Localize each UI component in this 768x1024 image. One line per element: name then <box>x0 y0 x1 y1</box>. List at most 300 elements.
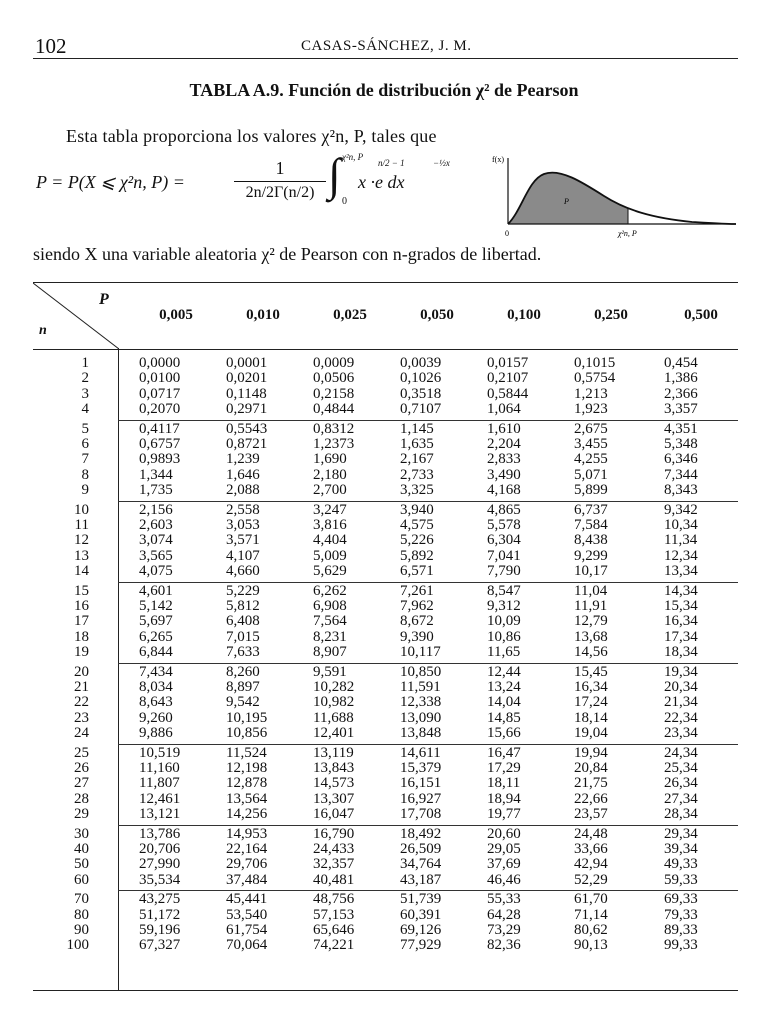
cell: 69,33 <box>664 891 698 908</box>
cell: 17,29 <box>487 759 521 776</box>
cell: 0,0001 <box>226 355 268 371</box>
page-number: 102 <box>35 34 67 58</box>
cell: 2,180 <box>313 466 347 483</box>
cell: 4,351 <box>664 420 698 437</box>
row-n: 60 <box>74 871 89 888</box>
cell: 22,164 <box>226 840 268 857</box>
cell: 10,519 <box>139 744 181 761</box>
cell: 26,34 <box>664 775 698 792</box>
row-n: 80 <box>74 906 89 923</box>
cell: 0,5844 <box>487 385 529 402</box>
cell: 3,357 <box>664 401 698 418</box>
cell: 10,117 <box>400 644 441 661</box>
cell: 0,0039 <box>400 355 442 371</box>
cell: 4,575 <box>400 516 434 533</box>
table-row <box>33 695 738 710</box>
column-header-6: 0,500 <box>684 307 718 323</box>
row-n: 12 <box>74 532 89 549</box>
cell: 0,0000 <box>139 355 181 371</box>
table-row <box>33 356 738 371</box>
cell: 12,44 <box>487 663 521 680</box>
cell: 10,17 <box>574 563 608 580</box>
cell: 29,05 <box>487 840 521 857</box>
table-row <box>33 483 738 498</box>
table-row <box>33 761 738 776</box>
cell: 5,899 <box>574 482 608 499</box>
cell: 3,325 <box>400 482 434 499</box>
cell: 4,404 <box>313 532 347 549</box>
cell: 18,492 <box>400 825 442 842</box>
cell: 0,0100 <box>139 370 181 387</box>
cell: 6,304 <box>487 532 521 549</box>
integral-lower-limit: 0 <box>342 196 347 207</box>
cell: 5,892 <box>400 547 434 564</box>
cell: 4,168 <box>487 482 521 499</box>
cell: 2,558 <box>226 501 260 518</box>
x-mark-label: χ²n, P <box>618 229 637 238</box>
table-row <box>33 564 738 579</box>
cell: 52,29 <box>574 871 608 888</box>
cell: 13,121 <box>139 806 181 823</box>
header-p-label: P <box>99 291 109 308</box>
row-n: 9 <box>81 482 89 499</box>
cell: 7,434 <box>139 663 173 680</box>
row-n: 6 <box>81 435 89 452</box>
table-row <box>33 746 738 761</box>
row-n: 10 <box>74 501 89 518</box>
cell: 79,33 <box>664 906 698 923</box>
cell: 64,28 <box>487 906 521 923</box>
cell: 10,09 <box>487 613 521 630</box>
column-header-5: 0,250 <box>594 307 628 323</box>
cell: 10,34 <box>664 516 698 533</box>
row-n: 70 <box>74 891 89 908</box>
cell: 0,0201 <box>226 370 268 387</box>
cell: 59,33 <box>664 871 698 888</box>
cell: 1,923 <box>574 401 608 418</box>
cell: 51,739 <box>400 891 442 908</box>
formula-integrand: x ·e dx <box>358 172 405 192</box>
cell: 8,897 <box>226 678 260 695</box>
cell: 0,0506 <box>313 370 355 387</box>
cell: 16,790 <box>313 825 355 842</box>
fraction-bar <box>234 181 326 182</box>
cell: 10,982 <box>313 694 355 711</box>
cell: 28,34 <box>664 806 698 823</box>
cell: 1,239 <box>226 451 260 468</box>
cell: 2,156 <box>139 501 173 518</box>
cell: 13,34 <box>664 563 698 580</box>
cell: 11,591 <box>400 678 441 695</box>
cell: 11,688 <box>313 709 354 726</box>
cell: 1,610 <box>487 420 521 437</box>
cell: 24,34 <box>664 744 698 761</box>
cell: 13,68 <box>574 628 608 645</box>
cell: 74,221 <box>313 937 355 954</box>
row-n: 30 <box>74 825 89 842</box>
origin-label: 0 <box>505 229 509 238</box>
cell: 24,433 <box>313 840 355 857</box>
cell: 8,672 <box>400 613 434 630</box>
formula-lhs: P = P(X ⩽ χ²n, P) = <box>36 172 185 192</box>
cell: 70,064 <box>226 937 268 954</box>
header-n-label: n <box>39 323 47 338</box>
cell: 9,312 <box>487 597 521 614</box>
cell: 20,84 <box>574 759 608 776</box>
cell: 1,344 <box>139 466 173 483</box>
cell: 13,090 <box>400 709 442 726</box>
cell: 9,390 <box>400 628 434 645</box>
cell: 51,172 <box>139 906 181 923</box>
column-header-0: 0,005 <box>159 307 193 323</box>
cell: 7,041 <box>487 547 521 564</box>
table-row <box>33 873 738 888</box>
cell: 15,34 <box>664 597 698 614</box>
cell: 7,962 <box>400 597 434 614</box>
cell: 6,262 <box>313 582 347 599</box>
table-row <box>33 468 738 483</box>
cell: 5,578 <box>487 516 521 533</box>
formula-numerator: 1 <box>275 158 285 178</box>
table-row <box>33 387 738 402</box>
row-n: 26 <box>74 759 89 776</box>
cell: 49,33 <box>664 856 698 873</box>
cell: 24,48 <box>574 825 608 842</box>
cell: 5,348 <box>664 435 698 452</box>
cell: 1,635 <box>400 435 434 452</box>
cell: 2,700 <box>313 482 347 499</box>
cell: 0,0157 <box>487 355 529 371</box>
cell: 0,0717 <box>139 385 181 402</box>
cell: 17,34 <box>664 628 698 645</box>
cell: 7,633 <box>226 644 260 661</box>
cell: 3,565 <box>139 547 173 564</box>
cell: 7,261 <box>400 582 434 599</box>
cell: 2,675 <box>574 420 608 437</box>
row-n: 24 <box>74 725 89 742</box>
cell: 15,379 <box>400 759 442 776</box>
row-n: 40 <box>74 840 89 857</box>
cell: 3,247 <box>313 501 347 518</box>
cell: 35,534 <box>139 871 181 888</box>
row-n: 19 <box>74 644 89 661</box>
formula-denominator: 2n/2Γ(n/2) <box>245 184 315 201</box>
cell: 6,408 <box>226 613 260 630</box>
cell: 42,94 <box>574 856 608 873</box>
cell: 5,229 <box>226 582 260 599</box>
cell: 0,1148 <box>226 385 267 402</box>
cell: 3,571 <box>226 532 260 549</box>
chi-square-density-curve <box>492 150 738 240</box>
cell: 4,107 <box>226 547 260 564</box>
cell: 12,338 <box>400 694 442 711</box>
table-row <box>33 584 738 599</box>
cell: 73,29 <box>487 921 521 938</box>
table-title: TABLA A.9. Función de distribución χ² de Pearson <box>189 80 579 100</box>
table-row <box>33 549 738 564</box>
table-row <box>33 518 738 533</box>
table-bottom-rule <box>33 990 738 991</box>
cell: 6,908 <box>313 597 347 614</box>
table-row <box>33 908 738 923</box>
cell: 1,064 <box>487 401 521 418</box>
row-n: 22 <box>74 694 89 711</box>
table-row <box>33 711 738 726</box>
cell: 8,907 <box>313 644 347 661</box>
cell: 11,160 <box>139 759 180 776</box>
table-row <box>33 842 738 857</box>
cell: 7,564 <box>313 613 347 630</box>
cell: 19,04 <box>574 725 608 742</box>
cell: 16,34 <box>574 678 608 695</box>
cell: 14,85 <box>487 709 521 726</box>
row-n: 50 <box>74 856 89 873</box>
cell: 6,346 <box>664 451 698 468</box>
cell: 18,34 <box>664 644 698 661</box>
cell: 2,088 <box>226 482 260 499</box>
table-row <box>33 503 738 518</box>
cell: 9,260 <box>139 709 173 726</box>
cell: 2,366 <box>664 385 698 402</box>
cell: 2,603 <box>139 516 173 533</box>
cell: 80,62 <box>574 921 608 938</box>
cell: 65,646 <box>313 921 355 938</box>
cell: 3,053 <box>226 516 260 533</box>
table-row <box>33 533 738 548</box>
cell: 0,4844 <box>313 401 355 418</box>
column-header-2: 0,025 <box>333 307 367 323</box>
cell: 23,34 <box>664 725 698 742</box>
cell: 19,34 <box>664 663 698 680</box>
table-row <box>33 452 738 467</box>
row-n: 28 <box>74 790 89 807</box>
cell: 59,196 <box>139 921 181 938</box>
intro-text: Esta tabla proporciona los valores χ²n, P, tales que <box>66 126 437 146</box>
table-row <box>33 857 738 872</box>
column-header-4: 0,100 <box>507 307 541 323</box>
row-n: 20 <box>74 663 89 680</box>
cell: 20,706 <box>139 840 181 857</box>
cell: 13,564 <box>226 790 268 807</box>
cell: 5,142 <box>139 597 173 614</box>
cell: 14,573 <box>313 775 355 792</box>
row-n: 29 <box>74 806 89 823</box>
cell: 4,075 <box>139 563 173 580</box>
cell: 29,706 <box>226 856 268 873</box>
cell: 0,2971 <box>226 401 268 418</box>
cell: 61,70 <box>574 891 608 908</box>
cell: 13,786 <box>139 825 181 842</box>
cell: 6,571 <box>400 563 434 580</box>
cell: 37,484 <box>226 871 268 888</box>
cell: 13,848 <box>400 725 442 742</box>
row-n: 7 <box>81 451 89 468</box>
cell: 45,441 <box>226 891 268 908</box>
cell: 7,344 <box>664 466 698 483</box>
table-row <box>33 599 738 614</box>
cell: 29,34 <box>664 825 698 842</box>
cell: 13,119 <box>313 744 354 761</box>
row-n: 5 <box>81 420 89 437</box>
cell: 33,66 <box>574 840 608 857</box>
cell: 13,843 <box>313 759 355 776</box>
cell: 0,8312 <box>313 420 355 437</box>
cell: 12,34 <box>664 547 698 564</box>
row-n: 18 <box>74 628 89 645</box>
cell: 5,812 <box>226 597 260 614</box>
cell: 69,126 <box>400 921 442 938</box>
cell: 18,14 <box>574 709 608 726</box>
cell: 14,953 <box>226 825 268 842</box>
table-row <box>33 892 738 907</box>
cell: 16,47 <box>487 744 521 761</box>
cell: 43,275 <box>139 891 181 908</box>
row-n: 15 <box>74 582 89 599</box>
cell: 48,756 <box>313 891 355 908</box>
cell: 14,34 <box>664 582 698 599</box>
exp-exponent: −½x <box>433 158 450 168</box>
row-n: 2 <box>81 370 89 387</box>
cell: 7,584 <box>574 516 608 533</box>
cell: 16,151 <box>400 775 442 792</box>
cell: 9,299 <box>574 547 608 564</box>
cell: 0,3518 <box>400 385 442 402</box>
row-n: 14 <box>74 563 89 580</box>
column-header-1: 0,010 <box>246 307 280 323</box>
integral-upper-limit: χ²n, P <box>342 152 364 162</box>
cell: 67,327 <box>139 937 181 954</box>
table-row <box>33 422 738 437</box>
row-n: 100 <box>66 937 89 954</box>
y-axis-label: f(x) <box>492 155 504 164</box>
column-header-3: 0,050 <box>420 307 454 323</box>
table-row <box>33 402 738 417</box>
row-n: 17 <box>74 613 89 630</box>
cell: 17,708 <box>400 806 442 823</box>
cell: 1,690 <box>313 451 347 468</box>
row-n: 90 <box>74 921 89 938</box>
row-n: 23 <box>74 709 89 726</box>
cell: 22,66 <box>574 790 608 807</box>
cell: 16,047 <box>313 806 355 823</box>
cell: 16,34 <box>664 613 698 630</box>
cell: 2,733 <box>400 466 434 483</box>
cell: 3,940 <box>400 501 434 518</box>
cell: 8,438 <box>574 532 608 549</box>
cell: 21,75 <box>574 775 608 792</box>
row-n: 27 <box>74 775 89 792</box>
cell: 40,481 <box>313 871 355 888</box>
cell: 11,65 <box>487 644 521 661</box>
cell: 6,844 <box>139 644 173 661</box>
table-row <box>33 371 738 386</box>
cell: 6,265 <box>139 628 173 645</box>
cell: 3,490 <box>487 466 521 483</box>
cell: 23,57 <box>574 806 608 823</box>
row-n: 4 <box>81 401 89 418</box>
cell: 3,074 <box>139 532 173 549</box>
row-n: 16 <box>74 597 89 614</box>
cell: 4,255 <box>574 451 608 468</box>
table-row <box>33 645 738 660</box>
cell: 15,45 <box>574 663 608 680</box>
cell: 3,455 <box>574 435 608 452</box>
table-row <box>33 776 738 791</box>
cell: 5,226 <box>400 532 434 549</box>
cell: 11,91 <box>574 597 608 614</box>
cell: 8,343 <box>664 482 698 499</box>
cell: 25,34 <box>664 759 698 776</box>
cell: 11,34 <box>664 532 698 549</box>
cell: 17,24 <box>574 694 608 711</box>
cell: 10,856 <box>226 725 268 742</box>
cell: 3,816 <box>313 516 347 533</box>
formula-fraction <box>234 158 326 202</box>
cell: 99,33 <box>664 937 698 954</box>
cell: 0,454 <box>664 355 698 371</box>
cell: 43,187 <box>400 871 442 888</box>
cell: 53,540 <box>226 906 268 923</box>
row-n: 25 <box>74 744 89 761</box>
cell: 32,357 <box>313 856 355 873</box>
cell: 8,034 <box>139 678 173 695</box>
cell: 77,929 <box>400 937 442 954</box>
cell: 19,77 <box>487 806 521 823</box>
cell: 2,167 <box>400 451 434 468</box>
cell: 9,342 <box>664 501 698 518</box>
cell: 9,591 <box>313 663 347 680</box>
cell: 34,764 <box>400 856 442 873</box>
cell: 5,629 <box>313 563 347 580</box>
cell: 5,071 <box>574 466 608 483</box>
cell: 16,927 <box>400 790 442 807</box>
table-header <box>33 282 738 350</box>
cell: 0,7107 <box>400 401 442 418</box>
table-row <box>33 680 738 695</box>
integral-sign: ∫ <box>328 149 341 200</box>
cell: 19,94 <box>574 744 608 761</box>
table-row <box>33 630 738 645</box>
cell: 12,198 <box>226 759 268 776</box>
cell: 1,646 <box>226 466 260 483</box>
table-row <box>33 807 738 822</box>
cell: 37,69 <box>487 856 521 873</box>
cell: 89,33 <box>664 921 698 938</box>
cell: 0,2070 <box>139 401 181 418</box>
cell: 0,5754 <box>574 370 616 387</box>
cell: 46,46 <box>487 871 521 888</box>
cell: 10,282 <box>313 678 355 695</box>
cell: 0,4117 <box>139 420 180 437</box>
cell: 26,509 <box>400 840 442 857</box>
cell: 27,990 <box>139 856 181 873</box>
cell: 5,009 <box>313 547 347 564</box>
row-n: 21 <box>74 678 89 695</box>
cell: 5,697 <box>139 613 173 630</box>
cell: 18,94 <box>487 790 521 807</box>
cell: 55,33 <box>487 891 521 908</box>
cell: 71,14 <box>574 906 608 923</box>
page-header <box>33 36 738 59</box>
cell: 7,790 <box>487 563 521 580</box>
description-text: siendo X una variable aleatoria χ² de Pearson con n-grados de libertad. <box>33 244 542 264</box>
cell: 1,2373 <box>313 435 355 452</box>
cell: 0,8721 <box>226 435 268 452</box>
cell: 11,524 <box>226 744 267 761</box>
cell: 2,204 <box>487 435 521 452</box>
cell: 12,878 <box>226 775 268 792</box>
cell: 14,611 <box>400 744 441 761</box>
